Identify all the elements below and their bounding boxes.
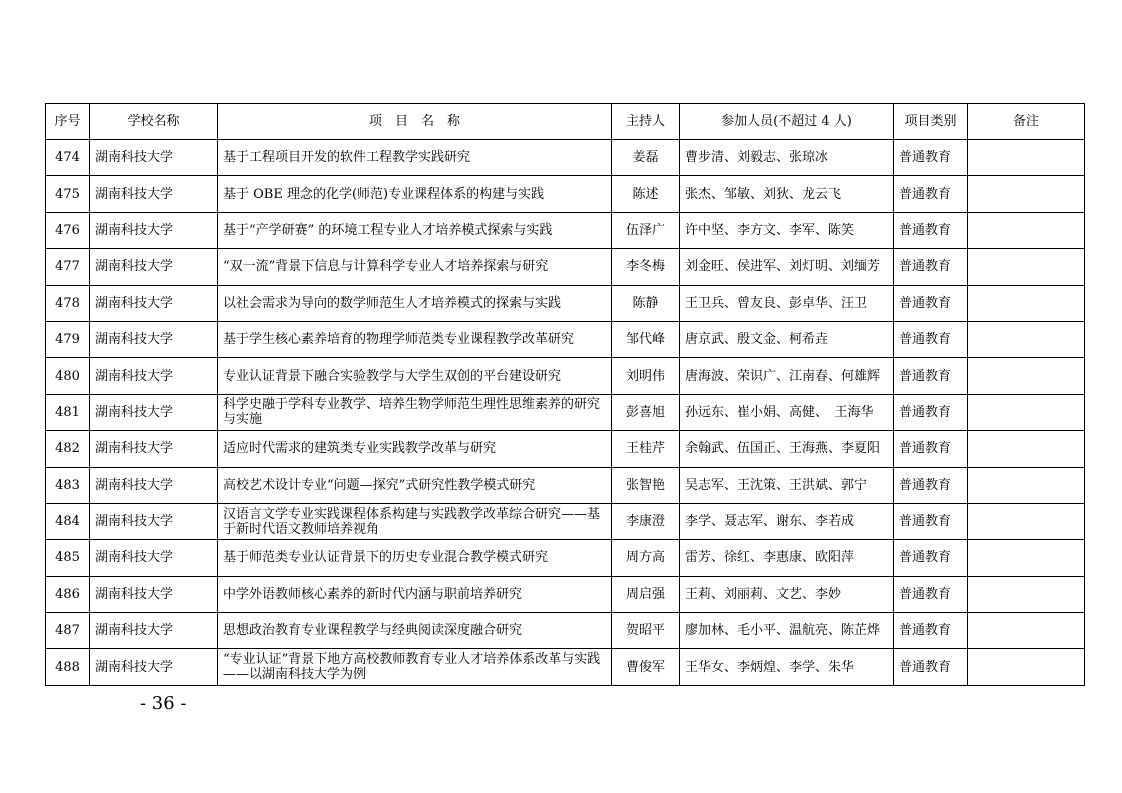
cell-title: 中学外语教师核心素养的新时代内涵与职前培养研究 [218, 576, 612, 612]
table-row [46, 212, 1085, 248]
cell-note [968, 503, 1085, 539]
table-row [46, 176, 1085, 212]
table-row [46, 467, 1085, 503]
cell-members: 王卫兵、曾友良、彭卓华、汪卫 [680, 285, 894, 321]
cell-title: 高校艺术设计专业“问题—探究”式研究性教学模式研究 [218, 467, 612, 503]
cell-no: 477 [46, 249, 90, 285]
cell-note [968, 358, 1085, 394]
cell-host: 王桂芹 [612, 431, 680, 467]
table-row [46, 140, 1085, 176]
cell-members: 李学、聂志军、谢东、李若成 [680, 503, 894, 539]
table-row [46, 431, 1085, 467]
cell-no: 483 [46, 467, 90, 503]
cell-title: 基于师范类专业认证背景下的历史专业混合教学模式研究 [218, 540, 612, 576]
cell-host: 李冬梅 [612, 249, 680, 285]
cell-no: 486 [46, 576, 90, 612]
cell-members: 王莉、刘丽莉、文艺、李妙 [680, 576, 894, 612]
cell-no: 478 [46, 285, 90, 321]
cell-category: 普通教育 [894, 394, 968, 430]
cell-title: 基于“产学研赛” 的环境工程专业人才培养模式探索与实践 [218, 212, 612, 248]
cell-note [968, 649, 1085, 685]
cell-category: 普通教育 [894, 576, 968, 612]
project-table [45, 103, 1085, 686]
header-members: 参加人员(不超过 4 人) [680, 104, 894, 140]
cell-school: 湖南科技大学 [90, 649, 218, 685]
cell-no: 484 [46, 503, 90, 539]
cell-members: 许中坚、李方文、李军、陈笑 [680, 212, 894, 248]
cell-category: 普通教育 [894, 176, 968, 212]
cell-members: 余翰武、伍国正、王海燕、李夏阳 [680, 431, 894, 467]
cell-host: 陈述 [612, 176, 680, 212]
table-row [46, 249, 1085, 285]
cell-note [968, 540, 1085, 576]
cell-members: 雷芳、徐红、李惠康、欧阳萍 [680, 540, 894, 576]
header-category: 项目类别 [894, 104, 968, 140]
cell-note [968, 467, 1085, 503]
table-row [46, 503, 1085, 539]
cell-host: 李康澄 [612, 503, 680, 539]
cell-no: 488 [46, 649, 90, 685]
cell-note [968, 176, 1085, 212]
cell-note [968, 321, 1085, 357]
cell-host: 伍泽广 [612, 212, 680, 248]
cell-note [968, 394, 1085, 430]
table-row [46, 321, 1085, 357]
table-row [46, 613, 1085, 649]
table-row [46, 285, 1085, 321]
table-row [46, 394, 1085, 430]
cell-category: 普通教育 [894, 431, 968, 467]
cell-host: 姜磊 [612, 140, 680, 176]
cell-title: “双一流”背景下信息与计算科学专业人才培养探索与研究 [218, 249, 612, 285]
cell-note [968, 285, 1085, 321]
header-no: 序号 [46, 104, 90, 140]
cell-school: 湖南科技大学 [90, 249, 218, 285]
cell-host: 贺昭平 [612, 613, 680, 649]
cell-no: 475 [46, 176, 90, 212]
cell-host: 周启强 [612, 576, 680, 612]
cell-host: 刘明伟 [612, 358, 680, 394]
header-school: 学校名称 [90, 104, 218, 140]
cell-note [968, 212, 1085, 248]
page-number: - 36 - [140, 693, 187, 714]
cell-host: 周方高 [612, 540, 680, 576]
table-row [46, 540, 1085, 576]
header-title: 项 目 名 称 [218, 104, 612, 140]
cell-school: 湖南科技大学 [90, 358, 218, 394]
cell-title: 汉语言文学专业实践课程体系构建与实践教学改革综合研究——基于新时代语文教师培养视角 [218, 503, 612, 539]
cell-title: “专业认证”背景下地方高校教师教育专业人才培养体系改革与实践——以湖南科技大学为例 [218, 649, 612, 685]
cell-members: 曹步清、刘毅志、张琼冰 [680, 140, 894, 176]
cell-members: 唐海波、荣识广、江南春、何雄辉 [680, 358, 894, 394]
cell-school: 湖南科技大学 [90, 285, 218, 321]
cell-school: 湖南科技大学 [90, 431, 218, 467]
cell-school: 湖南科技大学 [90, 140, 218, 176]
cell-host: 张智艳 [612, 467, 680, 503]
cell-category: 普通教育 [894, 140, 968, 176]
cell-school: 湖南科技大学 [90, 540, 218, 576]
cell-members: 唐京武、殷文金、柯希垚 [680, 321, 894, 357]
cell-school: 湖南科技大学 [90, 576, 218, 612]
cell-no: 476 [46, 212, 90, 248]
cell-category: 普通教育 [894, 649, 968, 685]
cell-members: 廖加林、毛小平、温航亮、陈芷烨 [680, 613, 894, 649]
cell-category: 普通教育 [894, 540, 968, 576]
table-row [46, 576, 1085, 612]
cell-title: 以社会需求为导向的数学师范生人才培养模式的探索与实践 [218, 285, 612, 321]
cell-title: 思想政治教育专业课程教学与经典阅读深度融合研究 [218, 613, 612, 649]
cell-members: 孙远东、崔小娟、高健、 王海华 [680, 394, 894, 430]
header-note: 备注 [968, 104, 1085, 140]
cell-title: 基于学生核心素养培育的物理学师范类专业课程教学改革研究 [218, 321, 612, 357]
cell-members: 张杰、邹敏、刘狄、龙云飞 [680, 176, 894, 212]
cell-school: 湖南科技大学 [90, 503, 218, 539]
cell-school: 湖南科技大学 [90, 212, 218, 248]
cell-note [968, 576, 1085, 612]
cell-note [968, 431, 1085, 467]
table-row [46, 649, 1085, 685]
cell-note [968, 140, 1085, 176]
cell-no: 480 [46, 358, 90, 394]
cell-category: 普通教育 [894, 212, 968, 248]
cell-host: 陈静 [612, 285, 680, 321]
cell-school: 湖南科技大学 [90, 613, 218, 649]
cell-no: 482 [46, 431, 90, 467]
table-row [46, 358, 1085, 394]
header-host: 主持人 [612, 104, 680, 140]
cell-school: 湖南科技大学 [90, 394, 218, 430]
cell-school: 湖南科技大学 [90, 321, 218, 357]
cell-host: 邹代峰 [612, 321, 680, 357]
cell-members: 吴志军、王沈策、王洪斌、郭宁 [680, 467, 894, 503]
cell-category: 普通教育 [894, 613, 968, 649]
cell-members: 刘金旺、侯进军、刘灯明、刘缅芳 [680, 249, 894, 285]
cell-no: 487 [46, 613, 90, 649]
cell-title: 基于 OBE 理念的化学(师范)专业课程体系的构建与实践 [218, 176, 612, 212]
cell-members: 王华女、李炳煌、李学、朱华 [680, 649, 894, 685]
cell-note [968, 613, 1085, 649]
cell-host: 彭喜旭 [612, 394, 680, 430]
cell-category: 普通教育 [894, 285, 968, 321]
cell-title: 基于工程项目开发的软件工程教学实践研究 [218, 140, 612, 176]
cell-note [968, 249, 1085, 285]
cell-no: 481 [46, 394, 90, 430]
cell-category: 普通教育 [894, 467, 968, 503]
cell-host: 曹俊军 [612, 649, 680, 685]
cell-title: 科学史融于学科专业教学、培养生物学师范生理性思维素养的研究与实施 [218, 394, 612, 430]
cell-title: 专业认证背景下融合实验教学与大学生双创的平台建设研究 [218, 358, 612, 394]
cell-no: 474 [46, 140, 90, 176]
cell-school: 湖南科技大学 [90, 467, 218, 503]
cell-category: 普通教育 [894, 503, 968, 539]
cell-title: 适应时代需求的建筑类专业实践教学改革与研究 [218, 431, 612, 467]
cell-category: 普通教育 [894, 358, 968, 394]
cell-no: 485 [46, 540, 90, 576]
cell-no: 479 [46, 321, 90, 357]
header-row [46, 104, 1085, 140]
cell-category: 普通教育 [894, 321, 968, 357]
cell-school: 湖南科技大学 [90, 176, 218, 212]
cell-category: 普通教育 [894, 249, 968, 285]
